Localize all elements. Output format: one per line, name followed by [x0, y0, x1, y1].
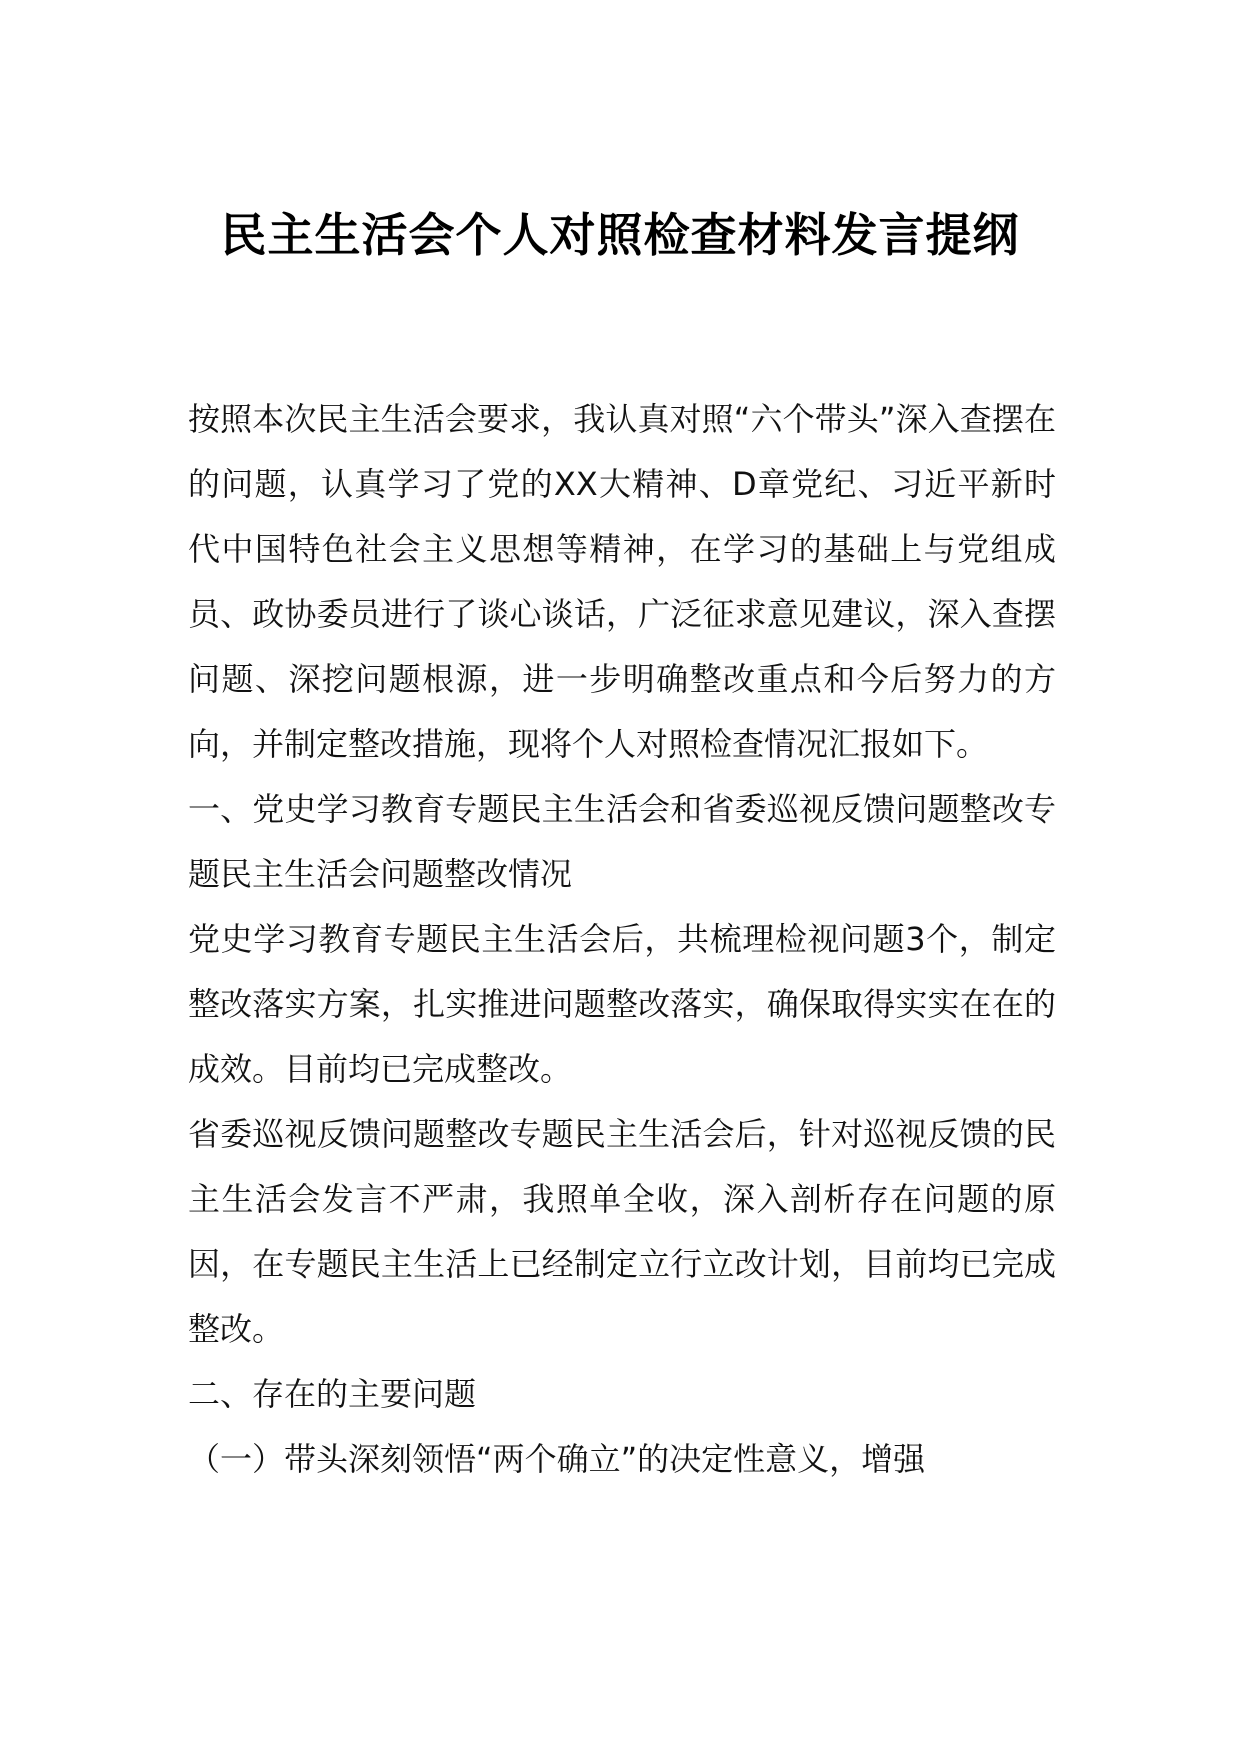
intro-paragraph: 按照本次民主生活会要求，我认真对照“六个带头”深入查摆在的问题，认真学习了党的XX大精神、D章党纪、习近平新时代中国特色社会主义思想等精神，在学习的基础上与党组成员、政协委员进行了谈心谈话，广泛征求意见建议，深入查摆问题、深挖问题根源，进一步明确整改重点和今后努力的方向，并制定整改措施，现将个人对照检查情况汇报如下。: [188, 400, 1056, 763]
document-body: [188, 387, 1056, 1492]
body-paragraph: 省委巡视反馈问题整改专题民主生活会后，针对巡视反馈的民主生活会发言不严肃，我照单全收，深入剖析存在问题的原因，在专题民主生活上已经制定立行立改计划，目前均已完成整改。: [188, 1115, 1056, 1348]
subsection-heading: （一）带头深刻领悟“两个确立”的决定性意义，增强: [188, 1440, 926, 1478]
document-title: 民主生活会个人对照检查材料发言提纲: [220, 208, 1020, 262]
section-heading-1: 一、党史学习教育专题民主生活会和省委巡视反馈问题整改专题民主生活会问题整改情况: [188, 790, 1056, 893]
body-paragraph: 党史学习教育专题民主生活会后，共梳理检视问题3个，制定整改落实方案，扎实推进问题整改落实，确保取得实实在在的成效。目前均已完成整改。: [188, 920, 1056, 1088]
section-heading-2: 二、存在的主要问题: [188, 1375, 477, 1413]
